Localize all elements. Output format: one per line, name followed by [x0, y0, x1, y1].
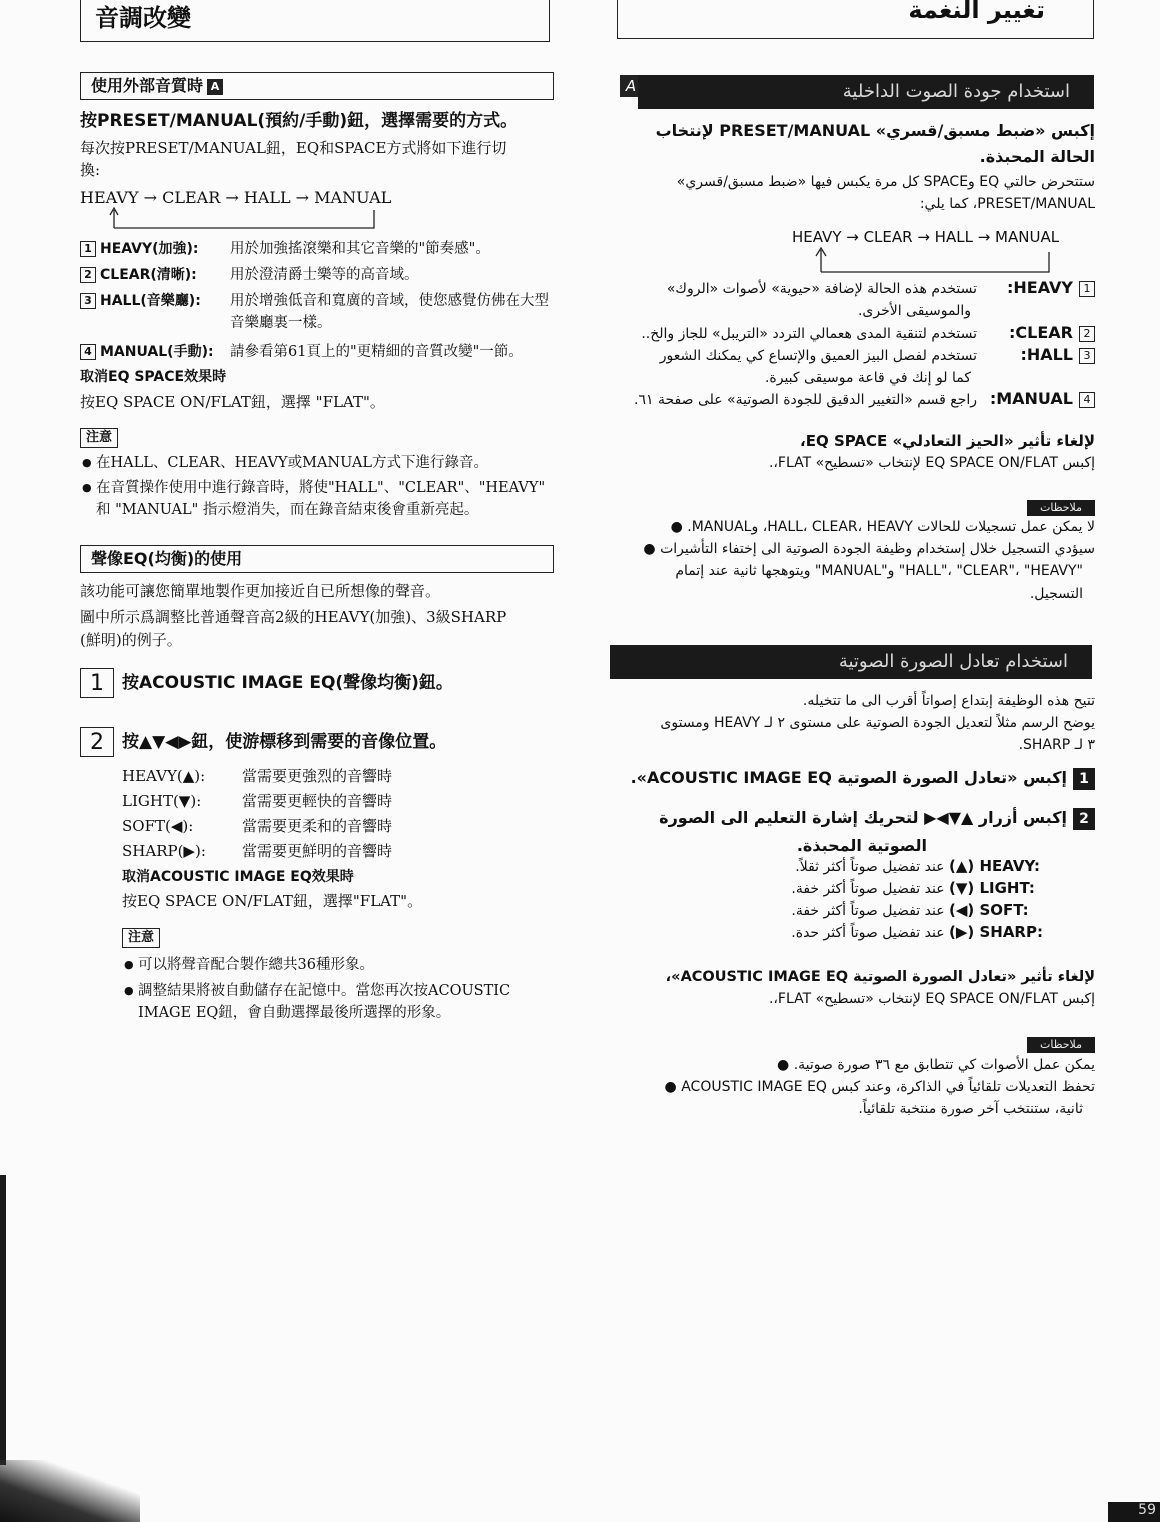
right-note-1-1-text: لا يمكن عمل تسجيلات للحالات HALL، CLEAR، HEAVY، وMANUAL. — [687, 519, 1095, 535]
left-preset-heading: 按PRESET/MANUAL(預約/手動)鈕，選擇需要的方式。 — [80, 111, 518, 131]
right-cancel-eq-body: إكبس EQ SPACE ON/FLAT لإنتخاب «تسطيح» FLAT،. — [768, 455, 1095, 471]
right-dir-light — [791, 877, 1059, 900]
left-section-b-label: 聲像EQ(均衡)的使用 — [91, 549, 243, 568]
right-dir-soft-key: (◀) SOFT: — [949, 901, 1029, 919]
right-dir-sharp-desc: عند تفضيل صوتاً أكثر حدة. — [791, 925, 945, 941]
left-mode-hall-num: 3 — [80, 293, 96, 309]
right-mode-manual-key: :MANUAL — [989, 389, 1073, 408]
page-number: 59 — [1108, 1502, 1160, 1522]
left-mode-hall — [80, 290, 550, 334]
right-mode-clear — [620, 322, 1095, 345]
left-preset-body-2: 換: — [80, 161, 101, 179]
right-mode-hall — [620, 344, 1095, 389]
left-mode-heavy-key: HEAVY(加強): — [100, 241, 199, 257]
right-dir-soft — [791, 899, 1059, 922]
right-step-1-num: 1 — [1073, 768, 1095, 790]
right-mode-hall-key: :HALL — [1020, 345, 1073, 364]
right-note-1-1: لا يمكن عمل تسجيلات للحالات HALL، CLEAR، HEAVY، وMANUAL. ● — [670, 519, 1095, 535]
left-preset-body-1: 每次按PRESET/MANUAL鈕，EQ和SPACE方式將如下進行切 — [80, 139, 507, 157]
left-step-2 — [80, 727, 446, 757]
left-note-2-1 — [126, 954, 566, 976]
right-note-2-2: تحفظ التعديلات تلقائياً في الذاكرة، وعند كبس ACOUSTIC IMAGE EQ ● — [664, 1079, 1095, 1095]
left-dir-sharp — [122, 839, 392, 863]
left-title-box — [80, 0, 550, 42]
left-cancel-acoustic-heading: 取消ACOUSTIC IMAGE EQ效果時 — [122, 869, 354, 885]
left-dir-heavy-key: HEAVY(▲): — [122, 767, 206, 785]
right-step-2-num: 2 — [1073, 808, 1095, 830]
right-step-2-text-1: إكبس أزرار ▲▼◀▶ لتحريك إشارة التعليم الى الصورة — [659, 808, 1067, 827]
right-note-1-2: سيؤدي التسجيل خلال إستخدام وظيفة الجودة الصوتية الى إختفاء التأشيرات ● — [643, 541, 1095, 557]
right-mode-heavy-desc-2: والموسيقى الأخرى. — [857, 303, 971, 319]
left-note-2-1-text: ● 可以將聲音配合製作總共36種形象。 — [138, 957, 374, 973]
left-step-2-num: 2 — [80, 727, 114, 757]
left-note-tag-2: 注意 — [122, 928, 160, 948]
right-cancel-acoustic-heading: لإلغاء تأثير «تعادل الصورة الصوتية ACOUSTIC IMAGE EQ»، — [665, 969, 1095, 985]
left-section-b-header — [80, 545, 554, 573]
right-dir-sharp-key: (▶) SHARP: — [949, 923, 1043, 941]
right-note-tag-2: ملاحظات — [1027, 1037, 1095, 1053]
left-mode-clear — [80, 264, 550, 286]
right-preset-body-2: PRESET/MANUAL، كما يلي: — [919, 196, 1095, 212]
right-mode-manual — [620, 388, 1095, 411]
right-dir-sharp — [791, 921, 1059, 944]
right-title-box — [617, 0, 1094, 39]
left-mode-hall-key: HALL(音樂廳): — [100, 293, 201, 309]
right-note-2-1-text: يمكن عمل الأصوات كي تتطابق مع ٣٦ صورة صوتية. — [793, 1057, 1095, 1073]
left-dir-light — [122, 789, 392, 813]
right-mode-hall-desc-1: تستخدم لفصل البيز العميق والإتساع كي يمكنك الشعور — [659, 348, 977, 364]
right-section-a-badge: A — [620, 75, 642, 97]
left-b-body-1: 該功能可讓您簡單地製作更加接近自已所想像的聲音。 — [80, 582, 441, 600]
left-cancel-eq-body: 按EQ SPACE ON/FLAT鈕，選擇 "FLAT"。 — [80, 393, 385, 411]
left-note-2-2 — [126, 980, 566, 1024]
right-dir-heavy — [795, 855, 1059, 878]
right-b-body-2: يوضح الرسم مثلاً لتعديل الجودة الصوتية على مستوى ٢ لـ HEAVY ومستوى — [660, 715, 1095, 731]
left-note-1-1-text: ● 在HALL、CLEAR、HEAVY或MANUAL方式下進行錄音。 — [96, 455, 488, 471]
left-dir-heavy-desc: 當需要更強烈的音響時 — [242, 767, 393, 785]
left-mode-clear-num: 2 — [80, 267, 96, 283]
right-mode-hall-desc-2: كما لو إنك في قاعة موسيقى كبيرة. — [764, 370, 971, 386]
left-step-1 — [80, 668, 453, 698]
right-mode-heavy-key: :HEAVY — [1007, 278, 1073, 297]
right-mode-heavy-desc-1: تستخدم هذه الحالة لإضافة «حيوية» لأصوات «الروك» — [666, 281, 977, 297]
left-mode-manual-num: 4 — [80, 344, 96, 360]
right-cancel-acoustic-body: إكبس EQ SPACE ON/FLAT لإنتخاب «تسطيح» FLAT،. — [768, 991, 1095, 1007]
scan-edge-shadow — [0, 1175, 6, 1465]
left-step-1-num: 1 — [80, 668, 114, 698]
left-b-body-2: 圖中所示爲調整比普通聲音高2級的HEAVY(加強)、3級SHARP — [80, 608, 507, 626]
right-mode-clear-key: :CLEAR — [1009, 323, 1073, 342]
left-cancel-eq-heading: 取消EQ SPACE效果時 — [80, 369, 227, 385]
right-b-body-3: ٣ لـ SHARP. — [1018, 737, 1095, 753]
right-note-tag-1: ملاحظات — [1027, 500, 1095, 516]
right-dir-heavy-desc: عند تفضيل صوتاً أكثر ثقلاً. — [795, 859, 945, 875]
left-note-1-2 — [84, 477, 564, 521]
left-note-1-1 — [84, 452, 564, 474]
right-section-a-bar: استخدام جودة الصوت الداخلية — [638, 75, 1094, 109]
left-section-a-badge: A — [207, 79, 223, 95]
scan-corner-shadow — [0, 1460, 140, 1522]
left-dir-light-key: LIGHT(▼): — [122, 792, 202, 810]
left-dir-light-desc: 當需要更輕快的音響時 — [242, 792, 393, 810]
left-mode-hall-desc: 用於增強低音和寬廣的音域，使您感覺仿佛在大型音樂廳裏一樣。 — [230, 293, 549, 331]
right-section-b-bar: استخدام تعادل الصورة الصوتية — [610, 645, 1092, 679]
left-page-title: 音調改變 — [95, 4, 191, 32]
left-step-2-text: 按▲▼◀▶鈕，使游標移到需要的音像位置。 — [122, 732, 447, 752]
right-note-2-2-text: تحفظ التعديلات تلقائياً في الذاكرة، وعند كبس ACOUSTIC IMAGE EQ — [681, 1079, 1095, 1095]
right-preset-body-1: ستتحرض حالتي EQ وSPACE كل مرة يكبس فيها «ضبط مسبق/قسري» — [676, 174, 1095, 190]
left-mode-flow: HEAVY → CLEAR → HALL → MANUAL — [80, 188, 392, 207]
left-mode-clear-desc: 用於澄清爵士樂等的高音域。 — [230, 267, 419, 283]
right-dir-light-key: (▼) LIGHT: — [949, 879, 1035, 897]
left-mode-heavy-desc: 用於加強搖滾樂和其它音樂的"節奏感"。 — [230, 241, 490, 257]
right-dir-light-desc: عند تفضيل صوتاً أكثر خفة. — [791, 881, 945, 897]
right-mode-manual-num: 4 — [1079, 392, 1095, 408]
left-dir-soft — [122, 814, 392, 838]
left-mode-manual — [80, 341, 550, 363]
right-flow-return-arrow — [815, 246, 1055, 274]
right-mode-flow: HEAVY → CLEAR → HALL → MANUAL — [792, 228, 1060, 246]
left-mode-clear-key: CLEAR(清晰): — [100, 267, 197, 283]
right-note-1-2-text: سيؤدي التسجيل خلال إستخدام وظيفة الجودة الصوتية الى إختفاء التأشيرات — [660, 541, 1095, 557]
left-note-tag-1: 注意 — [80, 428, 118, 448]
right-step-1-text: إكبس «تعادل الصورة الصوتية ACOUSTIC IMAGE EQ». — [630, 768, 1067, 787]
right-note-2-1: يمكن عمل الأصوات كي تتطابق مع ٣٦ صورة صوتية. ● — [777, 1057, 1095, 1073]
right-step-2 — [659, 804, 1095, 860]
right-note-1-3: "HALL"، "CLEAR"، "HEAVY" و"MANUAL" ويتوهجها ثانية عند إتمام — [675, 563, 1083, 579]
left-mode-manual-desc: 請參看第61頁上的"更精細的音質改變"一節。 — [230, 344, 523, 360]
right-mode-clear-desc: تستخدم لتنقية المدى هعمالي التردد «التريبل» للجاز والخ.. — [641, 326, 977, 342]
right-step-2-text-2: الصوتية المحبذة. — [796, 836, 927, 855]
left-cancel-acoustic-body: 按EQ SPACE ON/FLAT鈕，選擇"FLAT"。 — [122, 892, 423, 910]
right-preset-heading-1: إكبس «ضبط مسبق/قسري» PRESET/MANUAL لإنتخاب — [655, 121, 1095, 140]
right-dir-heavy-key: (▲) HEAVY: — [949, 857, 1041, 875]
left-step-1-text: 按ACOUSTIC IMAGE EQ(聲像均衡)鈕。 — [122, 673, 453, 693]
right-note-2-3: ثانية، ستنتخب آخر صورة منتخبة تلقائياً. — [858, 1101, 1083, 1117]
right-mode-hall-num: 3 — [1079, 348, 1095, 364]
left-note-1-2-text: ● 在音質操作使用中進行錄音時，將使"HALL"、"CLEAR"、"HEAVY" 和 "MANUAL" 指示燈消失，而在錄音結束後會重新亮起。 — [96, 480, 546, 518]
left-flow-return-arrow — [108, 206, 378, 230]
left-mode-heavy-num: 1 — [80, 241, 96, 257]
right-preset-heading-2: الحالة المحبذة. — [979, 147, 1095, 166]
right-cancel-eq-heading: لإلغاء تأثير «الحيز التعادلي» EQ SPACE، — [800, 432, 1095, 450]
right-mode-clear-num: 2 — [1079, 326, 1095, 342]
left-note-2-2-text: ● 調整結果將被自動儲存在記憶中。當您再次按ACOUSTIC IMAGE EQ鈕，會自動選擇最後所選擇的形象。 — [138, 983, 511, 1021]
right-page-title: تغيير النغمة — [908, 0, 1045, 24]
left-section-a-label: 使用外部音質時 — [91, 76, 204, 95]
right-mode-manual-desc: راجع قسم «التغيير الدقيق للجودة الصوتية» على صفحة ٦١. — [634, 392, 977, 408]
left-mode-manual-key: MANUAL(手動): — [100, 344, 214, 360]
right-mode-heavy-num: 1 — [1079, 281, 1095, 297]
right-note-1-4: التسجيل. — [1029, 586, 1083, 602]
left-mode-heavy — [80, 238, 550, 260]
right-step-1 — [631, 764, 1095, 792]
right-mode-heavy — [620, 277, 1095, 322]
left-dir-sharp-key: SHARP(▶): — [122, 842, 206, 860]
left-dir-soft-desc: 當需要更柔和的音響時 — [242, 817, 393, 835]
left-dir-sharp-desc: 當需要更鮮明的音響時 — [242, 842, 393, 860]
left-dir-soft-key: SOFT(◀): — [122, 817, 194, 835]
left-dir-heavy — [122, 764, 392, 788]
left-b-body-3: (鮮明)的例子。 — [80, 631, 182, 649]
right-dir-soft-desc: عند تفضيل صوتاً أكثر خفة. — [791, 903, 945, 919]
right-b-body-1: تتيح هذه الوظيفة إبتداع إصواتاً أقرب الى ما تتخيله. — [802, 693, 1095, 709]
left-section-a-header — [80, 72, 554, 100]
